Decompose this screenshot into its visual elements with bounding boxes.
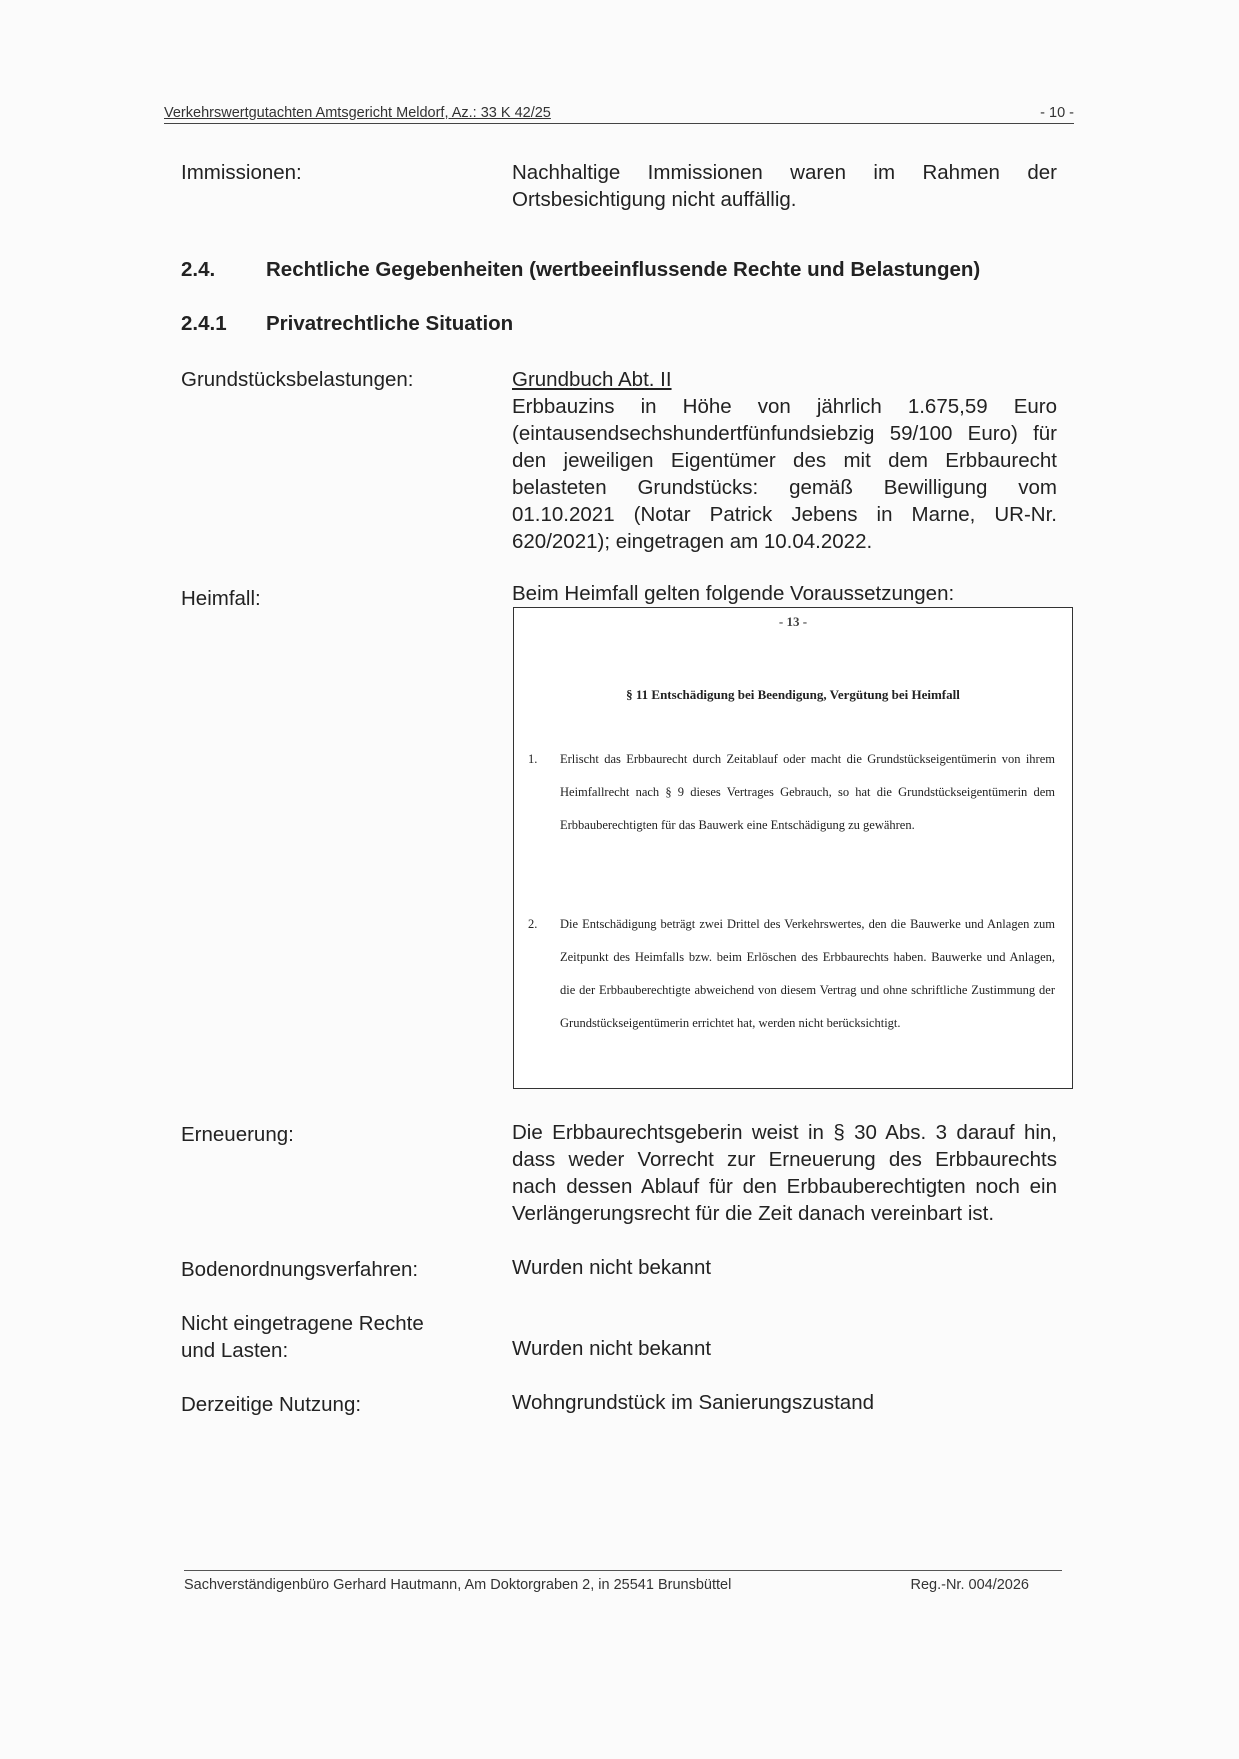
page-header (164, 103, 1074, 124)
heimfall-intro: Beim Heimfall gelten folgende Voraussetzungen: (512, 582, 955, 605)
immissionen-label: Immissionen: (181, 161, 302, 184)
immissionen-text: Nachhaltige Immissionen waren im Rahmen der Ortsbesichtigung nicht auffällig. (512, 161, 1057, 211)
excerpt-item-text: Erlischt das Erbbaurecht durch Zeitablauf oder macht die Grundstückseigentümerin von ihrem Heimfallrecht nach § 9 dieses Vertrages Gebrauch, so hat die Grundstückseigentümerin dem Erbbauberechtigten für das Bauwerk eine Entschädigung zu gewähren. (560, 752, 1055, 832)
excerpt-item-number: 2. (528, 917, 538, 931)
section-number: 2.4.1 (181, 312, 227, 335)
erneuerung-text: Die Erbbaurechtsgeberin weist in § 30 Abs. 3 darauf hin, dass weder Vorrecht zur Erneuerung des Erbbaurechts nach dessen Ablauf für den Erbbauberechtigten noch ein Verlängerungsrecht für die Zeit danach vereinbart ist. (512, 1121, 1057, 1225)
bodenordnung-value: Wurden nicht bekannt (512, 1256, 712, 1279)
grundstuecksbelastungen-text: Erbbauzins in Höhe von jährlich 1.675,59 Euro (eintausendsechshundertfünfundsiebzig 59/100 Euro) für den jeweiligen Eigentümer des mit dem Erbbaurecht belasteten Grundstücks: gemäß Bewilligung vom 01.10.2021 (Notar Patrick Jebens in Marne, UR-Nr. 620/2021); eingetragen am 10.04.2022. (512, 395, 1057, 553)
section-title: Rechtliche Gegebenheiten (wertbeeinflussende Rechte und Belastungen) (266, 258, 981, 281)
contract-excerpt (513, 607, 1073, 1089)
excerpt-page-number: - 13 - (778, 614, 808, 629)
section-number: 2.4. (181, 258, 216, 281)
page-number: - 10 - (1040, 105, 1074, 121)
heimfall-label: Heimfall: (181, 587, 261, 610)
nicht-eingetragen-value: Wurden nicht bekannt (512, 1337, 712, 1360)
nicht-eingetragen-label-line1: Nicht eingetragene Rechte (181, 1312, 424, 1335)
footer-address: Sachverständigenbüro Gerhard Hautmann, Am Doktorgraben 2, in 25541 Brunsbüttel (184, 1577, 732, 1593)
grundbuch-heading-text: Grundbuch Abt. II (512, 368, 672, 391)
page-footer (184, 1570, 1062, 1591)
excerpt-item-number: 1. (528, 752, 538, 766)
section-2-4-1-heading (181, 312, 1061, 340)
grundstuecksbelastungen-label: Grundstücksbelastungen: (181, 368, 414, 391)
nicht-eingetragen-label-line2: und Lasten: (181, 1339, 289, 1362)
section-2-4-heading (181, 258, 1061, 286)
erneuerung-label: Erneuerung: (181, 1123, 294, 1146)
nutzung-label: Derzeitige Nutzung: (181, 1393, 362, 1416)
excerpt-item-text: Die Entschädigung beträgt zwei Drittel des Verkehrswertes, den die Bauwerke und Anlagen zum Zeitpunkt des Heimfalls bzw. beim Erlöschen des Erbbaurechts haben. Bauwerke und Anlagen, die der Erbbauberechtigte abweichend von diesem Vertrag und ohne schriftliche Zustimmung der Grundstückseigentümerin errichtet hat, werden nicht berücksichtigt. (560, 917, 1055, 1030)
nutzung-value: Wohngrundstück im Sanierungszustand (512, 1391, 874, 1414)
footer-reg-number: Reg.-Nr. 004/2026 (910, 1577, 1029, 1593)
bodenordnung-label: Bodenordnungsverfahren: (181, 1258, 419, 1281)
section-title: Privatrechtliche Situation (266, 312, 514, 335)
grundbuch-heading (512, 366, 672, 393)
header-title: Verkehrswertgutachten Amtsgericht Meldorf, Az.: 33 K 42/25 (164, 105, 551, 121)
excerpt-title: § 11 Entschädigung bei Beendigung, Vergütung bei Heimfall (626, 687, 960, 702)
